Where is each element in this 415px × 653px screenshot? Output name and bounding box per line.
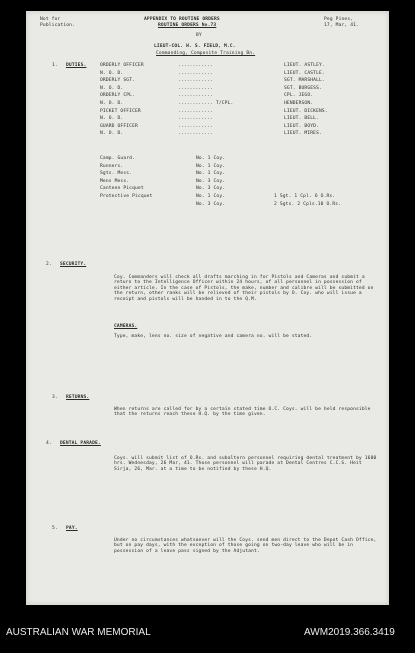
unit-row-2-col-1: Runners.: [100, 163, 124, 169]
document-page: [26, 11, 389, 605]
duty-row-5-col-1: ORDERLY CPL.: [100, 93, 135, 99]
unit-row-1-col-1: Camp. Guard.: [100, 156, 135, 161]
duty-row-4-col-2: ............: [178, 85, 213, 91]
duty-row-5-col-3: CPL. JEGO.: [284, 93, 314, 99]
duty-row-7-col-3: LIEUT. DICKENS.: [284, 108, 328, 114]
duty-row-3-col-2: ............: [178, 78, 213, 84]
section-5-number: 5.: [52, 526, 58, 531]
unit-row-3-col-2: No. 1 Coy.: [196, 171, 226, 177]
section-5-text: Under no circumstances whatsoever will the Coys. send men direct to the Depot Cash Office, but on pay days, with the exception of those going on two-day leave who will be in possession of a leave pass signed by the Adjutant.: [114, 538, 377, 554]
duty-row-8-col-1: N. O. D.: [100, 116, 124, 122]
duty-row-9-col-2: ............: [178, 123, 213, 129]
date-line: 17, Mar, 41.: [324, 23, 359, 28]
duty-row-9-col-1: GUARD OFFICER: [100, 123, 138, 129]
issuer-role: Commanding, Composite Training Bn.: [156, 51, 256, 56]
section-3-text: When returns are called for by a certain stated time O.C. Coys. will be held responsible that the returns reach these H.Q. by the time given.: [114, 407, 371, 418]
section-2-heading: SECURITY.: [60, 262, 87, 267]
duty-row-6-col-3: HENDERSON.: [284, 101, 314, 106]
duty-row-10-col-2: ............: [178, 131, 213, 137]
duty-row-3-col-1: ORDERLY SGT.: [100, 78, 135, 84]
issued-by: LIEUT-COL. H. S. FIELD, M.C.: [154, 44, 236, 49]
duty-row-9-col-3: LIEUT. BOYD.: [284, 123, 319, 129]
section-2-number: 2.: [46, 262, 52, 267]
unit-row-7-col-3: 2 Sgts. 2 Cpls.10 O.Rs.: [274, 201, 342, 207]
unit-row-5-col-2: No. 3 Coy.: [196, 186, 226, 192]
unit-row-4-col-2: No. 3 Coy.: [196, 178, 226, 184]
duty-row-6-col-1: N. O. D.: [100, 101, 124, 106]
unit-row-6-col-1: Protective Picquet: [100, 194, 153, 199]
by-label: BY: [196, 33, 202, 38]
duty-row-4-col-3: SGT. BURGESS.: [284, 85, 322, 91]
section-1-heading: DUTIES.: [66, 63, 87, 68]
section-2-text: Coy. Commanders will check all drafts marching in for Pistols and Cameras and submit a return to the Intelligence Officer within 24 hours, of all personnel in possession of either article. In the case of Pistols, the make, number and calibre will be submitted on the return, other ranks will be relieved of their pistols by O. Coy. who will issue a receipt and pistols will be handed in to the Q.M.: [114, 275, 374, 302]
restriction-line-1: Not for: [40, 17, 61, 22]
duty-row-2-col-1: N. O. D.: [100, 70, 124, 76]
unit-row-6-col-3: 1 Sgt. 1 Cpl. 6 O.Rs.: [274, 194, 336, 199]
duty-row-8-col-3: LIEUT. BELL.: [284, 116, 319, 122]
footer-institution: AUSTRALIAN WAR MEMORIAL: [6, 627, 151, 638]
footer-accession-number: AWM2019.366.3419: [304, 627, 395, 638]
duty-row-2-col-3: LIEUT. CASTLE.: [284, 70, 325, 76]
duty-row-1-col-3: LIEUT. ASTLEY.: [284, 63, 325, 68]
section-2-subheading: CAMERAS.: [114, 324, 138, 329]
duty-row-10-col-1: N. O. D.: [100, 131, 124, 137]
order-number: ROUTINE ORDERS No.73: [158, 23, 217, 28]
duty-row-7-col-2: ............: [178, 108, 213, 114]
unit-row-3-col-1: Sgts. Mess.: [100, 171, 133, 177]
location-line: Peg Pines,: [324, 17, 354, 22]
duty-row-2-col-2: ............: [178, 70, 213, 76]
duty-row-7-col-1: PICKET OFFICER: [100, 108, 141, 114]
duty-row-6-col-2: ............ T/CPL.: [178, 101, 234, 106]
unit-row-4-col-1: Mens Mess.: [100, 178, 130, 184]
duty-row-10-col-3: LIEUT. MIRES.: [284, 131, 322, 137]
unit-row-5-col-1: Canteen Picquet: [100, 186, 144, 192]
section-3-number: 3.: [52, 395, 58, 400]
section-4-heading: DENTAL PARADE.: [60, 441, 101, 446]
unit-row-6-col-2: No. 1 Coy.: [196, 194, 226, 199]
section-2-subtext: Type, make, lens no. size of negative and camera no. will be stated.: [114, 334, 313, 339]
unit-row-2-col-2: No. 1 Coy.: [196, 163, 226, 169]
section-5-heading: PAY.: [66, 526, 78, 531]
duty-row-8-col-2: ............: [178, 116, 213, 122]
section-4-number: 4.: [46, 441, 52, 446]
section-3-heading: RETURNS.: [66, 395, 90, 400]
duty-row-5-col-2: ............: [178, 93, 213, 99]
duty-row-1-col-1: ORDERLY OFFICER: [100, 63, 144, 68]
duty-row-4-col-1: N. O. D.: [100, 85, 124, 91]
document-title: APPENDIX TO ROUTINE ORDERS: [144, 17, 220, 22]
duty-row-1-col-2: ............: [178, 63, 213, 68]
restriction-line-2: Publication.: [40, 23, 75, 28]
unit-row-1-col-2: No. 1 Coy.: [196, 156, 226, 161]
duty-row-3-col-3: SGT. MARSHALL.: [284, 78, 325, 84]
section-1-number: 1.: [52, 63, 58, 68]
unit-row-7-col-2: No. 3 Coy.: [196, 201, 226, 207]
section-4-text: Coys. will submit list of O.Rs. and subaltern personnel requiring dental treatment by 1600 hrs. Wednesday, 26 Mar, 41. Those personnel will parade at Dental Centres C.C.S. Heit Sirja, 26, Mar. at a time to be notified by these H.Q.: [114, 456, 377, 472]
